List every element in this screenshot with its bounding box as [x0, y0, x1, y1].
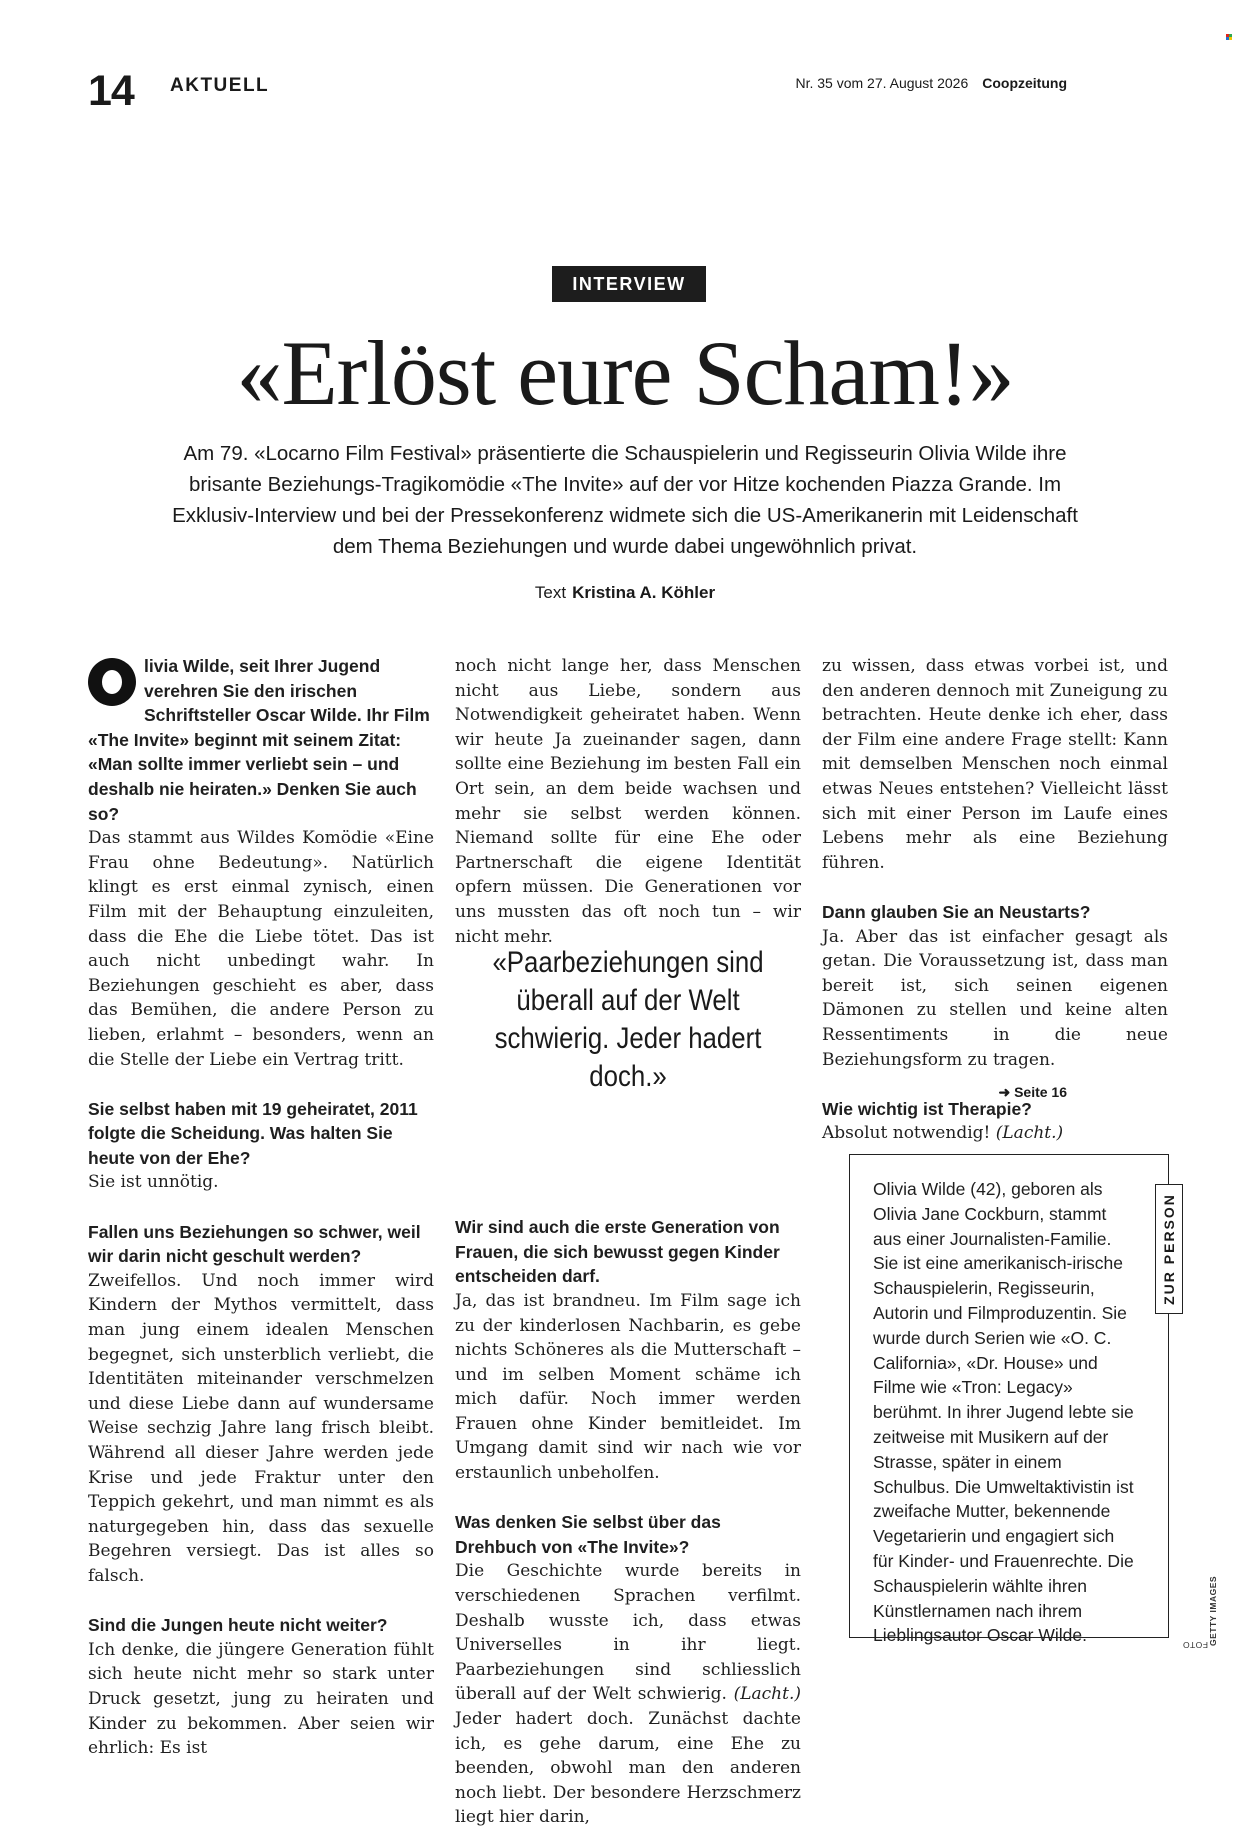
continued-page-link[interactable]: ➜ Seite 16 [998, 1084, 1067, 1100]
answer-3: Zweifellos. Und noch immer wird Kindern der Mythos vermittelt, dass man jung einem idealen Menschen begegnet, sich unsterblich verliebt, die Identitäten miteinander verschmelzen und diese Liebe dann auf wundersame Weise sechzig Jahre lang frisch bleibt. Während all dieser Jahre werden jede Krise und jede Fraktur unter den Teppich gekehrt, und man nimmt es als naturgegeben hin, dass das sexuelle Begehren versiegt. Das ist alles so falsch. [88, 1270, 434, 1586]
person-info-text: Olivia Wilde (42), geboren als Olivia Jane Cockburn, stammt aus einer Journalisten-Familie. Sie ist eine amerikanisch-irische Schauspielerin, Regisseurin, Autorin und Filmproduzentin. Sie wurde durch Serien wie «O. C. California», «Dr. House» und Filme wie «Tron: Legacy» berühmt. In ihrer Jugend lebte sie zeitweise mit Musikern auf der Strasse, später in einem Schulbus. Die Umweltaktivistin ist zweifache Mutter, bekennende Vegetarierin und engagiert sich für Kinder- und Frauenrechte. Die Schauspielerin wählte ihren Künstlernamen nach ihrem Lieblingsautor Oscar Wilde. [873, 1179, 1134, 1646]
section-title: AKTUELL [170, 75, 270, 96]
answer-6: Die Geschichte wurde bereits in verschiedenen Sprachen verfilmt. Deshalb wusste ich, dass etwas Universelles in ihr liegt. Paarbeziehungen sind schliesslich überall auf der Welt schwierig. (Lacht.) Jeder hadert doch. Zunächst dachte ich, es gehe darum, eine Ehe zu beenden, obwohl man den anderen noch liebt. Der besondere Herzschmerz liegt hier darin, [455, 1561, 801, 1828]
dropcap-o [88, 658, 136, 706]
column-1 [88, 654, 434, 1761]
photo-credit-label: FOTO [1182, 1640, 1208, 1650]
answer-4-continued: noch nicht lange her, dass Menschen nicht aus Liebe, sondern aus Notwendigkeit geheiratet haben. Wenn wir heute Ja zueinander sagen, dann sollte eine Beziehung im besten Fall ein Ort sein, an dem beide wachsen und mehr sie selbst werden können. Niemand sollte für eine Ehe oder Partnerschaft die eigene Identität opfern müssen. Die Generationen vor uns mussten das oft noch tun – wir nicht mehr. [455, 656, 801, 947]
question-7: Dann glauben Sie an Neustarts? [822, 901, 1091, 922]
publication-brand: Coopzeitung [982, 75, 1067, 91]
answer-8: Absolut notwendig! (Lacht.) [822, 1123, 1064, 1144]
lead-paragraph: Am 79. «Locarno Film Festival» präsentierte die Schauspielerin und Regisseurin Olivia Wilde ihre brisante Beziehungs-Tragikomödie «The Invite» auf der vor Hitze kochenden Piazza Grande. Im Exklusiv-Interview und bei der Pressekonferenz widmete sich die US-Amerikanerin mit Leidenschaft dem Thema Beziehungen und wurde dabei ungewöhnlich privat. [172, 442, 1078, 558]
issue-info [795, 74, 1067, 92]
answer-5: Ja, das ist brandneu. Im Film sage ich zu der kinderlosen Nachbarin, es gebe nichts Schöneres als die Mutterschaft – und im selben Moment schäme ich mich dafür. Noch immer werden Frauen ohne Kinder bemitleidet. Im Umgang damit sind wir nach wie vor erstaunlich unbeholfen. [455, 1290, 801, 1484]
byline [0, 582, 1250, 604]
laugh-note: (Lacht.) [733, 1684, 801, 1705]
question-5: Wir sind auch die erste Generation von Frauen, die sich bewusst gegen Kinder entscheiden darf. [455, 1217, 780, 1287]
page-number: 14 [88, 67, 134, 115]
answer-6-continued: zu wissen, dass etwas vorbei ist, und den anderen dennoch mit Zuneigung zu betrachten. Heute denke ich eher, dass der Film eine andere Frage stellt: Kann mit demselben Menschen noch einmal etwas Neues entstehen? Vielleicht lässt sich mit einer Person im Laufe eines Lebens mehr als eine Beziehung führen. [822, 656, 1168, 873]
category-badge: INTERVIEW [552, 266, 706, 302]
answer-2: Sie ist unnötig. [88, 1172, 219, 1193]
photo-credit-source: GETTY IMAGES [1208, 1575, 1218, 1646]
corner-color-mark [1226, 34, 1232, 40]
question-1: livia Wilde, seit Ihrer Jugend verehren Sie den irischen Schriftsteller Oscar Wilde. Ihr Film «The Invite» beginnt mit seinem Zitat: «Man sollte immer verliebt sein – und deshalb nie heiraten.» Denken Sie auch so? [88, 656, 430, 824]
headline: «Erlöst eure Scham!» [236, 322, 1014, 424]
answer-1: Das stammt aus Wildes Komödie «Eine Frau ohne Bedeutung». Natürlich klingt es erst einmal zynisch, einen Film mit der Behauptung einzuleiten, dass die Ehe die Liebe tötet. Das ist auch nicht unbedingt wahr. In Beziehungen geschieht es aber, dass das Bemühen, die andere Person zu lieben, erlahmt – besonders, wenn an die Stelle der Liebe ein Vertrag tritt. [88, 828, 434, 1070]
question-2: Sie selbst haben mit 19 geheiratet, 2011 folgte die Scheidung. Was halten Sie heute von der Ehe? [88, 1098, 418, 1168]
question-8: Wie wichtig ist Therapie? [822, 1098, 1032, 1119]
question-3: Fallen uns Beziehungen so schwer, weil wir darin nicht geschult werden? [88, 1221, 421, 1267]
question-6: Was denken Sie selbst über das Drehbuch von «The Invite»? [455, 1512, 721, 1557]
answer-7: Ja. Aber das ist einfacher gesagt als getan. Die Voraussetzung ist, dass man bereit ist, sich seinen eigenen Dämonen zu stellen und keine alten Ressentiments in die neue Beziehungsform zu tragen. [822, 926, 1168, 1070]
pull-quote: «Paarbeziehungen sind überall auf der Welt schwierig. Jeder hadert doch.» [492, 946, 764, 1093]
question-4: Sind die Jungen heute nicht weiter? [88, 1615, 388, 1636]
person-box-tab-label: ZUR PERSON [1161, 1193, 1177, 1305]
byline-label: Text [534, 583, 567, 602]
byline-author: Kristina A. Köhler [572, 583, 716, 602]
column-3 [822, 654, 1168, 1146]
answer-4: Ich denke, die jüngere Generation fühlt sich heute nicht mehr so stark unter Druck gesetzt, jung zu heiraten und Kinder zu bekommen. Aber seien wir ehrlich: Es ist [88, 1639, 434, 1759]
laugh-note: (Lacht.) [995, 1123, 1064, 1144]
column-2 [455, 654, 801, 1830]
person-box-tab [1155, 1184, 1183, 1314]
issue-date: Nr. 35 vom 27. August 2026 [795, 75, 969, 91]
